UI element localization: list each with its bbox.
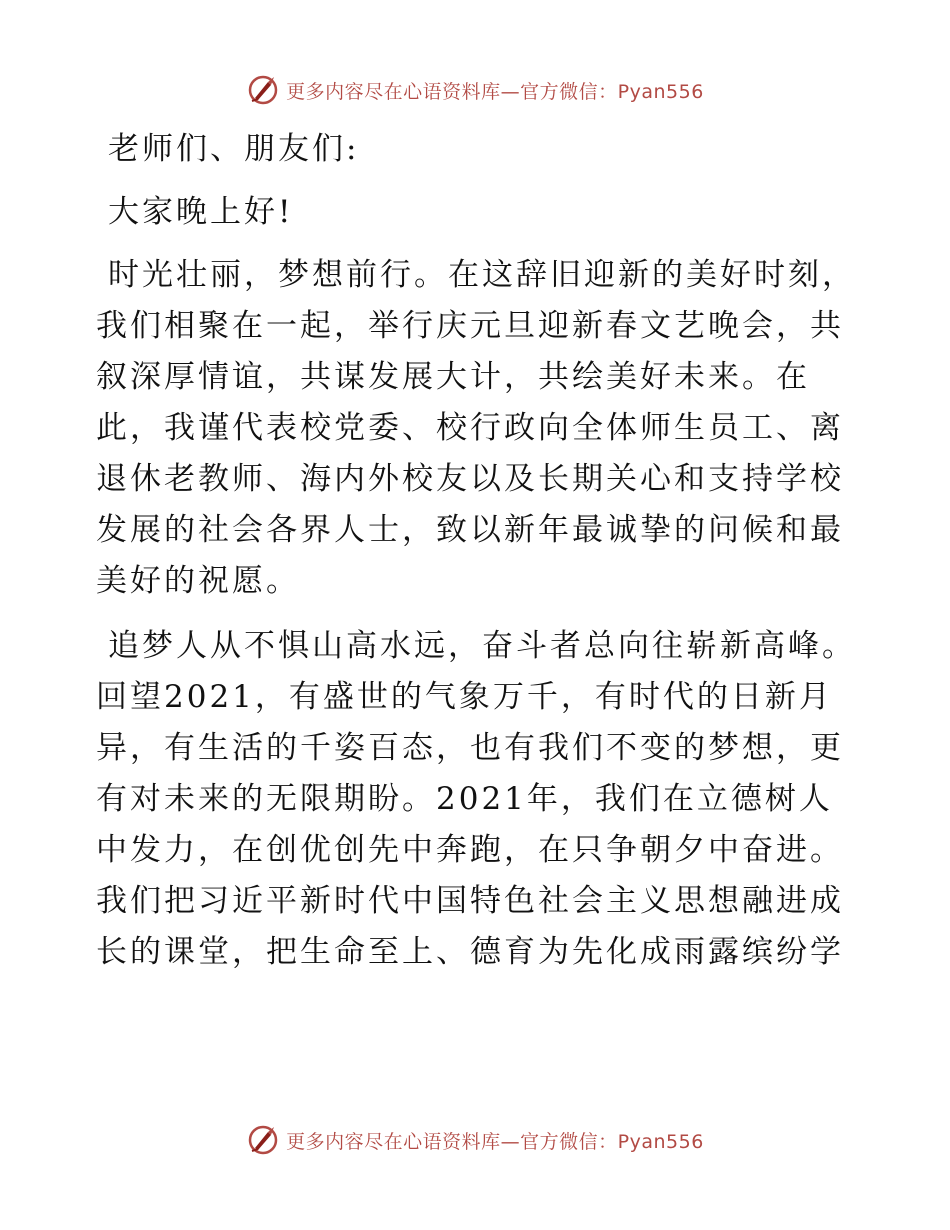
greeting: 大家晚上好! <box>108 194 294 230</box>
header-banner <box>0 70 950 110</box>
footer-banner <box>0 1120 950 1160</box>
paragraph-review: 追梦人从不惧山高水远，奋斗者总向往崭新高峰。回望2021，有盛世的气象万千，有时代的日新月异，有生活的千姿百态，也有我们不变的梦想，更有对未来的无限期盼。2021年，我们在立德树人中发力，在创优创先中奔跑，在只争朝夕中奋进。我们把习近平新时代中国特色社会主义思想融进成长的课堂，把生命至上、德育为先化成雨露缤纷学 <box>96 628 856 970</box>
document-body <box>96 124 856 992</box>
header-banner-text: 更多内容尽在心语资料库—官方微信：Pyan556 <box>286 80 704 103</box>
footer-banner-text: 更多内容尽在心语资料库—官方微信：Pyan556 <box>286 1130 704 1153</box>
quill-pen-logo-icon <box>246 1123 280 1157</box>
quill-pen-logo-icon <box>246 73 280 107</box>
paragraph-opening: 时光壮丽，梦想前行。在这辞旧迎新的美好时刻，我们相聚在一起，举行庆元旦迎新春文艺晚会，共叙深厚情谊，共谋发展大计，共绘美好未来。在此，我谨代表校党委、校行政向全体师生员工、离退休老教师、海内外校友以及长期关心和支持学校发展的社会各界人士，致以新年最诚挚的问候和最美好的祝愿。 <box>96 257 856 599</box>
salutation: 老师们、朋友们: <box>108 131 360 167</box>
